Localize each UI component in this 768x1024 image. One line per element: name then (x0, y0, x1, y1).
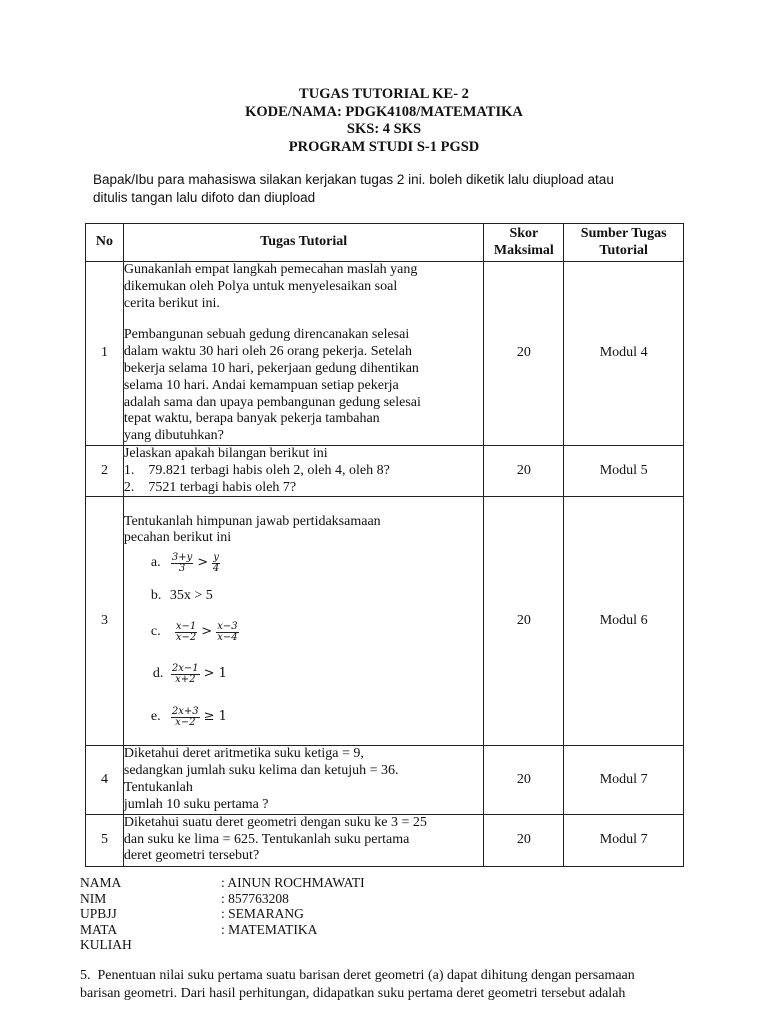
task-line: dikemukan oleh Polya untuk menyelesaikan soal (123, 278, 398, 294)
table-header-row (86, 224, 684, 262)
task-line: cerita berikut ini. (123, 295, 220, 311)
task-source: Modul 6 (564, 497, 684, 746)
denominator: x−2 (175, 631, 197, 643)
document-header (0, 86, 768, 156)
max-score: 20 (484, 497, 564, 746)
option-c (151, 620, 484, 644)
relation-sign: > (197, 554, 209, 570)
option-expression: 35x > 5 (169, 587, 213, 603)
task-line: pecahan berikut ini (123, 530, 232, 546)
fraction (171, 553, 193, 574)
study-program: PROGRAM STUDI S-1 PGSD (288, 138, 480, 155)
table-row (86, 446, 684, 497)
header-max-score-line: Maksimal (493, 242, 554, 258)
numerator: 2x+3 (171, 705, 199, 717)
answer-paragraph (80, 967, 692, 1003)
instructions-line: Bapak/Ibu para mahasiswa silakan kerjakan tugas 2 ini. boleh diketik lalu diupload atau (93, 172, 614, 187)
task-line: Diketahui suatu deret geometri dengan suku ke 3 = 25 (123, 814, 427, 830)
header-task: Tugas Tutorial (123, 224, 484, 262)
task-line: Pembangunan sebuah gedung direncanakan selesai (123, 327, 410, 343)
max-score: 20 (484, 746, 564, 814)
max-score: 20 (484, 814, 564, 866)
table-row (86, 746, 684, 814)
option-a (151, 552, 484, 574)
task-cell (123, 497, 484, 746)
header-source-line: Tutorial (599, 242, 648, 258)
course-code-name: KODE/NAMA: PDGK4108/MATEMATIKA (245, 103, 523, 120)
task-cell (123, 814, 484, 866)
task-line: jumlah 10 suku pertama ? (123, 796, 269, 812)
option-label: c. (150, 623, 161, 639)
header-no: No (86, 224, 124, 262)
task-line: dalam waktu 30 hari oleh 26 orang pekerja. Setelah (123, 344, 412, 360)
numerator: 3+y (171, 551, 193, 563)
task-line: tepat waktu, berapa banyak pekerja tambahan (123, 411, 380, 427)
task-line: yang dibutuhkan? (123, 428, 224, 444)
row-number: 3 (86, 497, 124, 746)
task-line: selama 10 hari. Andai kemampuan setiap pekerja (123, 377, 399, 393)
relation-sign: > 1 (203, 665, 227, 681)
info-value: : 857763208 (221, 890, 289, 906)
table-row (86, 814, 684, 866)
task-line: Diketahui deret aritmetika suku ketiga = 9, (123, 746, 364, 762)
task-line: 2. 7521 terbagi habis oleh 7? (123, 479, 297, 495)
numerator: x−1 (175, 620, 197, 632)
assignment-title: TUGAS TUTORIAL KE- 2 (299, 86, 469, 102)
max-score: 20 (484, 446, 564, 497)
info-label: UPBJJ (80, 906, 117, 921)
task-line: bekerja selama 10 hari, pekerjaan gedung dihentikan (123, 361, 419, 376)
denominator: x+2 (175, 673, 196, 685)
row-number: 2 (86, 446, 124, 497)
info-value: : SEMARANG (221, 906, 304, 921)
denominator: 3 (178, 562, 186, 574)
task-source: Modul 5 (564, 446, 684, 497)
fraction (171, 664, 200, 685)
instructions (93, 171, 693, 207)
option-label: d. (152, 665, 164, 681)
info-value: : MATEMATIKA (221, 921, 318, 937)
tasks-table (85, 223, 684, 867)
fraction (171, 707, 200, 728)
task-line: Tentukanlah himpunan jawab pertidaksamaan (123, 513, 381, 529)
task-cell (123, 446, 484, 497)
option-b (151, 587, 484, 605)
task-line: dan suku ke lima = 625. Tentukanlah suku pertama (123, 831, 410, 847)
fraction (212, 553, 220, 574)
info-value: : AINUN ROCHMAWATI (221, 875, 365, 890)
task-source: Modul 4 (564, 262, 684, 446)
info-label: MATA KULIAH (80, 921, 132, 952)
task-cell (123, 746, 484, 814)
option-e (151, 705, 484, 729)
max-score: 20 (484, 262, 564, 446)
task-line: adalah sama dan upaya pembangunan gedung selesai (123, 394, 421, 410)
header-source-line: Sumber Tugas (580, 225, 667, 241)
row-number: 4 (86, 746, 124, 814)
header-source (564, 224, 684, 262)
option-label: b. (150, 587, 162, 603)
row-number: 1 (86, 262, 124, 446)
info-label: NAMA (80, 875, 122, 890)
denominator: 4 (212, 562, 220, 574)
task-line: Tentukanlah (123, 779, 193, 795)
task-line: sedangkan jumlah suku kelima dan ketujuh = 36. (123, 763, 399, 779)
task-line: deret geometri tersebut? (123, 848, 260, 864)
task-source: Modul 7 (564, 746, 684, 814)
table-row (86, 497, 684, 746)
relation-sign: ≥ 1 (203, 708, 227, 724)
instructions-line: ditulis tangan lalu difoto dan diupload (93, 190, 316, 205)
info-label: NIM (80, 890, 107, 906)
fraction (175, 622, 197, 643)
task-cell (123, 262, 484, 446)
denominator: x−2 (175, 716, 196, 728)
numerator: x−3 (217, 620, 238, 632)
option-d (153, 662, 484, 686)
task-source: Modul 7 (564, 814, 684, 866)
denominator: x−4 (217, 631, 238, 643)
answer-line: barisan geometri. Dari hasil perhitungan, didapatkan suku pertama deret geometri tersebut adalah (80, 986, 626, 1001)
option-label: a. (150, 554, 161, 570)
fraction (216, 622, 238, 643)
numerator: 2x−1 (171, 662, 199, 674)
task-line: 1. 79.821 terbagi habis oleh 2, oleh 4, oleh 8? (123, 462, 390, 478)
option-label: e. (150, 708, 161, 724)
header-max-score-line: Skor (509, 225, 539, 241)
table-row (86, 262, 684, 446)
credit-units: SKS: 4 SKS (346, 121, 422, 137)
task-line: Jelaskan apakah bilangan berikut ini (123, 446, 328, 461)
numerator: y (213, 551, 219, 563)
answer-line: 5. Penentuan nilai suku pertama suatu barisan deret geometri (a) dapat dihitung dengan persamaan (80, 968, 635, 983)
task-line: Gunakanlah empat langkah pemecahan maslah yang (123, 262, 418, 278)
relation-sign: > (201, 623, 213, 639)
header-max-score (484, 224, 564, 262)
row-number: 5 (86, 814, 124, 866)
